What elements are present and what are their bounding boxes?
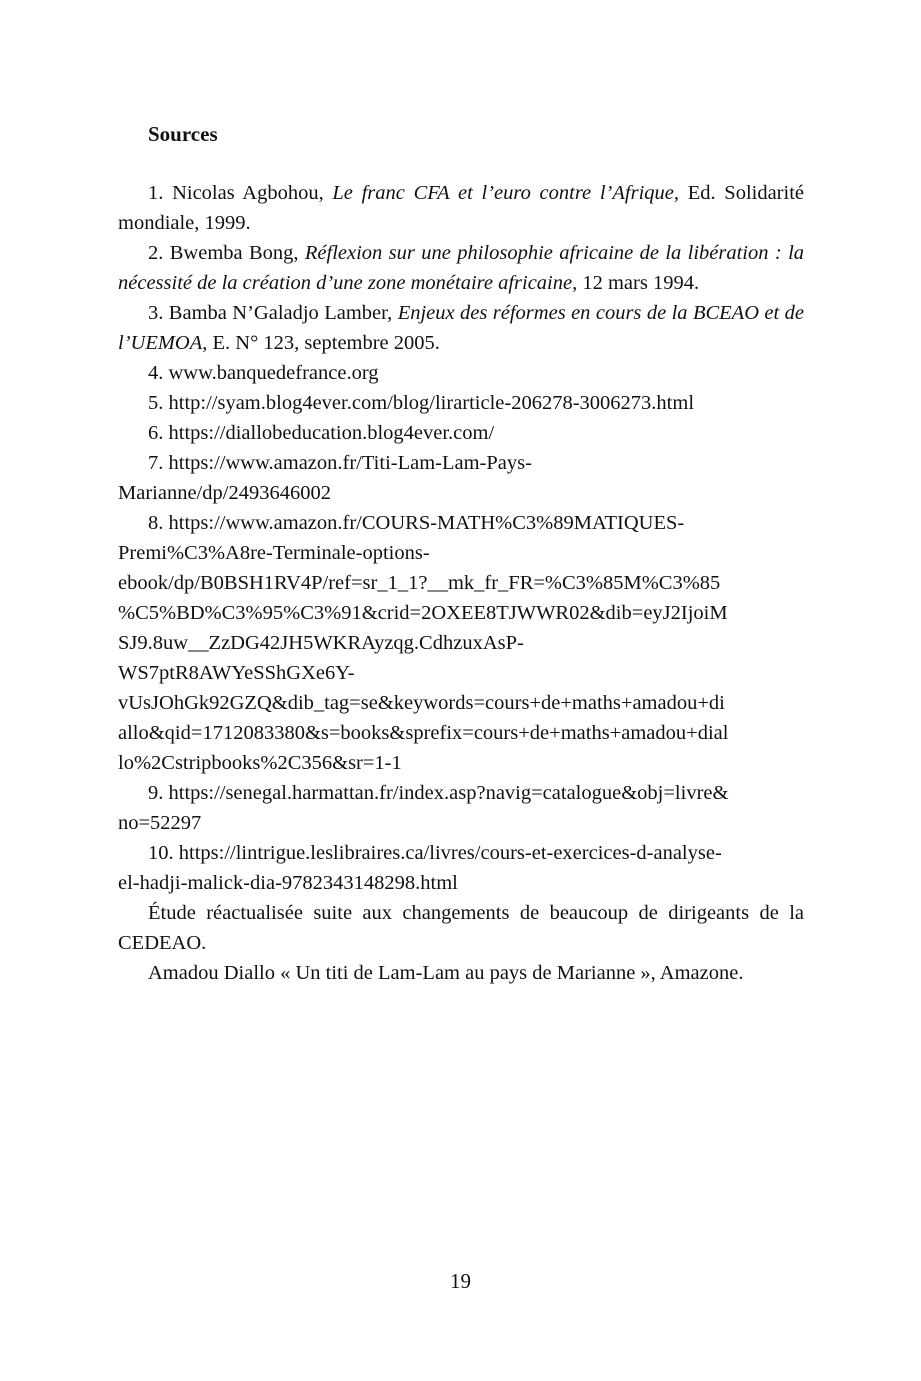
- entry-url-line: Marianne/dp/2493646002: [118, 482, 331, 504]
- entry-number: 5.: [148, 392, 164, 414]
- entry-url: http://syam.blog4ever.com/blog/lirarticle-206278-3006273.html: [168, 392, 695, 414]
- entry-details: , E. N° 123, septembre 2005.: [202, 332, 440, 354]
- source-entry-3: [118, 298, 804, 358]
- entry-url-line: WS7ptR8AWYeSShGXe6Y-: [118, 662, 355, 684]
- entry-url: www.banquedefrance.org: [168, 362, 379, 384]
- entry-url-line: lo%2Cstripbooks%2C356&sr=1-1: [118, 752, 402, 774]
- entry-url-line: Premi%C3%A8re-Terminale-options-: [118, 542, 430, 564]
- entry-title: Enjeux des réformes en cours de la BCEAO et de l’UEMOA: [118, 302, 804, 354]
- entry-url-line: https://www.amazon.fr/COURS-MATH%C3%89MATIQUES-: [168, 512, 685, 534]
- entry-number: 4.: [148, 362, 164, 384]
- entry-url-line: %C5%BD%C3%95%C3%91&crid=2OXEE8TJWWR02&dib=eyJ2IjoiM: [118, 602, 728, 624]
- entry-url-line: allo&qid=1712083380&s=books&sprefix=cours+de+maths+amadou+dial: [118, 722, 729, 744]
- source-entry-5: [118, 388, 804, 418]
- source-entry-9: [118, 778, 804, 838]
- entry-number: 8.: [148, 512, 164, 534]
- author-note: Amadou Diallo « Un titi de Lam-Lam au pays de Marianne », Amazone.: [148, 962, 744, 984]
- entry-author: Bamba N’Galadjo Lamber,: [168, 302, 398, 324]
- entry-author: Nicolas Agbohou,: [172, 182, 333, 204]
- source-entry-8: [118, 508, 804, 778]
- entry-number: 2.: [148, 242, 164, 264]
- source-entry-7: [118, 448, 804, 508]
- page-number: 19: [450, 1269, 471, 1293]
- source-entry-6: [118, 418, 804, 448]
- entry-url: https://diallobeducation.blog4ever.com/: [168, 422, 495, 444]
- entry-author: Bwemba Bong,: [169, 242, 305, 264]
- sources-list: [118, 178, 804, 988]
- entry-url-line: no=52297: [118, 812, 202, 834]
- entry-number: 6.: [148, 422, 164, 444]
- entry-details: , Ed. Solidarité mondiale, 1999.: [118, 182, 804, 234]
- entry-number: 10.: [148, 842, 174, 864]
- entry-number: 1.: [148, 182, 164, 204]
- entry-details: 12 mars 1994.: [577, 272, 700, 294]
- entry-url-line: ebook/dp/B0BSH1RV4P/ref=sr_1_1?__mk_fr_FR=%C3%85M%C3%85: [118, 572, 721, 594]
- entry-url-line: SJ9.8uw__ZzDG42JH5WKRAyzqg.CdhzuxAsP-: [118, 632, 524, 654]
- source-entry-4: [118, 358, 804, 388]
- source-entry-10: [118, 838, 804, 898]
- entry-url-line: https://senegal.harmattan.fr/index.asp?navig=catalogue&obj=livre&: [168, 782, 729, 804]
- entry-url-line: https://www.amazon.fr/Titi-Lam-Lam-Pays-: [168, 452, 532, 474]
- entry-number: 9.: [148, 782, 164, 804]
- entry-url-line: vUsJOhGk92GZQ&dib_tag=se&keywords=cours+de+maths+amadou+di: [118, 692, 725, 714]
- entry-url-line: https://lintrigue.leslibraires.ca/livres/cours-et-exercices-d-analyse-: [178, 842, 722, 864]
- source-entry-2: [118, 238, 804, 298]
- section-heading: Sources: [148, 122, 218, 146]
- entry-url-line: el-hadji-malick-dia-9782343148298.html: [118, 872, 458, 894]
- update-note: Étude réactualisée suite aux changements de beaucoup de dirigeants de la CEDEAO.: [118, 902, 804, 954]
- entry-number: 7.: [148, 452, 164, 474]
- entry-number: 3.: [148, 302, 164, 324]
- entry-title: Réflexion sur une philosophie africaine de la libération : la nécessité de la création d’une zone monétaire africaine,: [118, 242, 805, 294]
- source-entry-1: [118, 178, 804, 238]
- entry-title: Le franc CFA et l’euro contre l’Afrique: [332, 182, 674, 204]
